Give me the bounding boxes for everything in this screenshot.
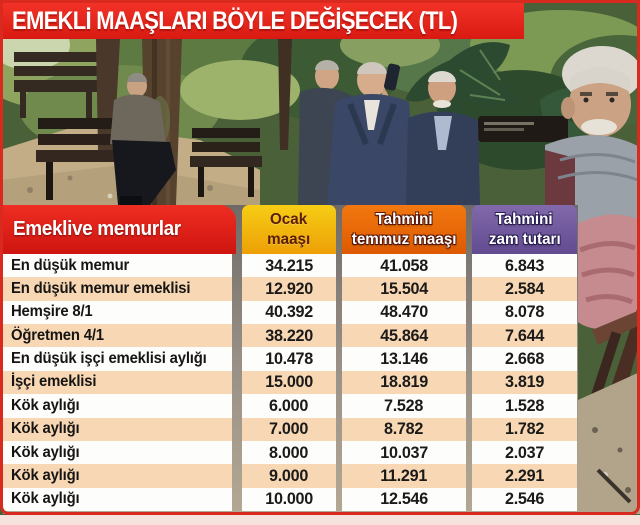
value-cell: 10.000 xyxy=(242,488,336,511)
table-row-label: Kök aylığı xyxy=(3,488,232,511)
column-ocak xyxy=(242,254,336,511)
value-cell: 1.782 xyxy=(472,418,577,441)
value-cell: 45.864 xyxy=(342,324,466,347)
value-cell: 18.819 xyxy=(342,371,466,394)
value-cell: 13.146 xyxy=(342,347,466,370)
value-cell: 7.000 xyxy=(242,418,336,441)
header-ocak-line2: maaşı xyxy=(267,230,311,248)
value-cell: 2.584 xyxy=(472,277,577,300)
table-row-label: Öğretmen 4/1 xyxy=(3,324,232,347)
table-row-label: Kök aylığı xyxy=(3,464,232,487)
value-cell: 38.220 xyxy=(242,324,336,347)
value-cell: 11.291 xyxy=(342,464,466,487)
header-cell-zam xyxy=(472,205,577,254)
value-cell: 48.470 xyxy=(342,301,466,324)
column-temmuz xyxy=(342,254,466,511)
value-cell: 7.528 xyxy=(342,394,466,417)
value-cell: 7.644 xyxy=(472,324,577,347)
table-row-label: En düşük memur emeklisi xyxy=(3,277,232,300)
value-cell: 41.058 xyxy=(342,254,466,277)
header-cell-temmuz xyxy=(342,205,466,254)
value-cell: 34.215 xyxy=(242,254,336,277)
table-row-label: En düşük işçi emeklisi aylığı xyxy=(3,347,232,370)
value-cell: 10.037 xyxy=(342,441,466,464)
value-cell: 2.291 xyxy=(472,464,577,487)
header-zam-line1: Tahmini xyxy=(495,210,554,228)
table-row-label: Kök aylığı xyxy=(3,441,232,464)
value-cell: 2.668 xyxy=(472,347,577,370)
column-zam xyxy=(472,254,577,511)
page-title: EMEKLİ MAAŞLARI BÖYLE DEĞİŞECEK (TL) xyxy=(12,6,458,35)
table-row-label: Kök aylığı xyxy=(3,394,232,417)
value-cell: 15.504 xyxy=(342,277,466,300)
value-cell: 12.920 xyxy=(242,277,336,300)
value-cell: 9.000 xyxy=(242,464,336,487)
value-cell: 2.037 xyxy=(472,441,577,464)
header-temmuz-line2: temmuz maaşı xyxy=(351,230,457,248)
value-cell: 15.000 xyxy=(242,371,336,394)
value-cell: 8.782 xyxy=(342,418,466,441)
value-cell: 8.078 xyxy=(472,301,577,324)
value-cell: 2.546 xyxy=(472,488,577,511)
value-cell: 3.819 xyxy=(472,371,577,394)
table-row-label: En düşük memur xyxy=(3,254,232,277)
value-cell: 6.000 xyxy=(242,394,336,417)
value-cell: 8.000 xyxy=(242,441,336,464)
value-cell: 1.528 xyxy=(472,394,577,417)
header-cell-ocak xyxy=(242,205,336,254)
value-cell: 40.392 xyxy=(242,301,336,324)
header-temmuz-line1: Tahmini xyxy=(375,210,433,228)
value-cell: 10.478 xyxy=(242,347,336,370)
header-group-label: Emeklive memurlar xyxy=(13,218,181,240)
table-row-label: Hemşire 8/1 xyxy=(3,301,232,324)
table-row-label: Kök aylığı xyxy=(3,418,232,441)
bottom-margin xyxy=(0,515,640,525)
title-banner xyxy=(3,3,524,39)
header-cell-group xyxy=(3,205,236,254)
header-ocak-line1: Ocak xyxy=(270,210,308,228)
table-row-label: İşçi emeklisi xyxy=(3,371,232,394)
value-cell: 12.546 xyxy=(342,488,466,511)
column-labels xyxy=(3,254,232,511)
value-cell: 6.843 xyxy=(472,254,577,277)
header-zam-line2: zam tutarı xyxy=(488,230,561,248)
